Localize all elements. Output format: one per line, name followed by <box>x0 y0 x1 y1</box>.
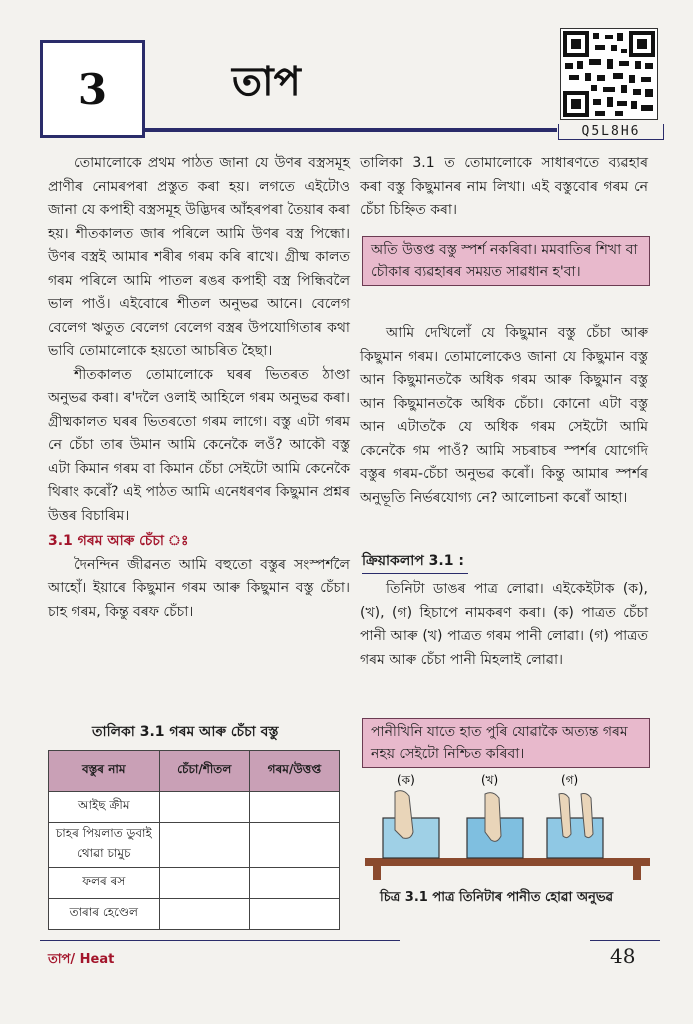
chapter-number-box <box>40 40 145 138</box>
chapter-number: 3 <box>77 64 108 114</box>
fig-label: (গ) <box>561 773 579 787</box>
table-row <box>49 868 340 899</box>
discussion-paragraph: আমি দেখিলোঁ যে কিছুমান বস্তু চেঁচা আৰু কিছুমান গৰম। তোমালোকেও জানা যে কিছুমান বস্তু আন কিছুমানতকৈ অধিক গৰম আৰু কিছুমান বস্তু আন কিছুমানতকৈ অধিক চেঁচা। কোনো এটা বস্তু আন এটাতকৈ যে অধিক গৰম সেইটো আমি কেনেকৈ গম পাওঁ? আমি সচৰাচৰ স্পৰ্শৰ যোগেদি বস্তুৰ গৰম-চেঁচা অনুভৱ কৰোঁ। কিন্তু আমাৰ স্পৰ্শৰ অনুভূতি নিৰ্ভৰযোগ্য নে? আলোচনা কৰোঁ আহা। <box>360 325 648 506</box>
table-cell <box>249 899 339 930</box>
table-cell: আইছ ক্ৰীম <box>49 792 160 823</box>
fig-label: (ক) <box>397 773 415 787</box>
figure-three-containers <box>365 770 650 880</box>
chapter-underline <box>145 128 557 132</box>
table-cell <box>249 868 339 899</box>
table-cell <box>159 823 249 868</box>
section-paragraph: দৈনন্দিন জীৱনত আমি বহুতো বস্তুৰ সংস্পৰ্শলৈ আহোঁ। ইয়াৰে কিছুমান গৰম আৰু কিছুমান বস্তু চেঁচা। চাহ গৰম, কিন্তু বৰফ চেঁচা। <box>48 556 350 620</box>
table-header: গৰম/উত্তপ্ত <box>249 751 339 792</box>
table-header: চেঁচা/শীতল <box>159 751 249 792</box>
qr-code-id: Q5L8H6 <box>558 124 664 140</box>
caution-box: পানীখিনি যাতে হাত পুৰি যোৱাকৈ অত্যন্ত গৰম নহয় সেইটো নিশ্চিত কৰিবা। <box>362 718 650 768</box>
table-header: বস্তুৰ নাম <box>49 751 160 792</box>
activity-block <box>360 578 648 672</box>
footer-chapter-name: তাপ/ Heat <box>48 952 115 967</box>
table-cell <box>159 792 249 823</box>
intro-paragraph: তোমালোকে প্ৰথম পাঠত জানা যে উণৰ বস্ত্ৰসমূহ প্ৰাণীৰ নোমৰপৰা প্ৰস্তুত কৰা হয়। লগতে এইটোও জানা যে কপাহী বস্ত্ৰসমূহ উদ্ভিদৰ আঁহৰপৰা তৈয়াৰ কৰা হয়। শীতকালত জাৰ পৰিলে আমি উণৰ বস্ত্ৰ পিন্ধো। উণৰ বস্ত্ৰই আমাৰ শৰীৰ গৰম কৰি ৰাখে। গ্ৰীষ্ম কালত গৰম পৰিলে আমি পাতল ৰঙৰ কপাহী বস্ত্ৰ পিন্ধিবলৈ ভাল পাওঁ। এইবোৰে শীতল অনুভৱ আনে। বেলেগ বেলেগ ঋতুত বেলেগ বেলেগ বস্ত্ৰৰ উপযোগিতাৰ কথা ভাবি তোমালোকে হয়তো আচৰিত হৈছা। <box>48 155 350 359</box>
hot-cold-table <box>48 750 340 930</box>
left-column <box>48 152 350 624</box>
footer-rule <box>40 940 400 941</box>
table-caption: তালিকা 3.1 গৰম আৰু চেঁচা বস্তু <box>92 724 279 740</box>
chapter-title: তাপ <box>232 59 301 105</box>
discussion-block <box>360 322 648 510</box>
fig-label: (খ) <box>481 773 499 787</box>
table-cell <box>159 899 249 930</box>
table-row <box>49 792 340 823</box>
table-row <box>49 823 340 868</box>
page-number: 48 <box>610 944 636 968</box>
footer-rule-right <box>590 940 660 941</box>
second-paragraph: শীতকালত তোমালোকে ঘৰৰ ভিতৰত ঠাণ্ডা অনুভৱ কৰা। ৰ'দলৈ ওলাই আহিলে গৰম অনুভৱ কৰা। গ্ৰীষ্মকালত ঘৰৰ ভিতৰতো গৰম লাগে। বস্তু এটা গৰম নে চেঁচা তাৰ উমান আমি কেনেকৈ লওঁ? আকৌ বস্তু এটা কিমান গৰম বা কিমান চেঁচা সেইটো আমি কেনেকৈ থিৰাং কৰোঁ? এই পাঠত আমি এনেধৰণৰ কিছুমান প্ৰশ্নৰ উত্তৰ বিচাৰিম। <box>48 366 350 524</box>
table-cell: ফলৰ ৰস <box>49 868 160 899</box>
table-cell: চাহৰ পিয়লাত ডুবাই থোৱা চামুচ <box>49 823 160 868</box>
right-column <box>360 152 648 223</box>
table-instruction: তালিকা 3.1 ত তোমালোকে সাধাৰণতে ব্যৱহাৰ কৰা বস্তু কিছুমানৰ নাম লিখা। এই বস্তুবোৰ গৰম নে চেঁচা চিহ্নিত কৰা। <box>360 155 648 218</box>
section-heading: 3.1 গৰম আৰু চেঁচা ঃ <box>48 533 189 549</box>
figure-caption: চিত্ৰ 3.1 পাত্ৰ তিনিটাৰ পানীত হোৱা অনুভৱ <box>380 890 614 905</box>
table-cell <box>249 792 339 823</box>
table-cell <box>249 823 339 868</box>
table-header-row <box>49 751 340 792</box>
table-row <box>49 899 340 930</box>
activity-title: ক্ৰিয়াকলাপ 3.1 : <box>362 549 468 574</box>
warning-box: অতি উত্তপ্ত বস্তু স্পৰ্শ নকৰিবা। মমবাতিৰ শিখা বা চৌকাৰ ব্যৱহাৰৰ সময়ত সাৱধান হ'বা। <box>362 236 650 286</box>
table-cell <box>159 868 249 899</box>
table-cell: তাৰাৰ হেণ্ডেল <box>49 899 160 930</box>
qr-code-image <box>560 28 658 120</box>
activity-paragraph: তিনিটা ডাঙৰ পাত্ৰ লোৱা। এইকেইটাক (ক), (খ), (গ) হিচাপে নামকৰণ কৰা। (ক) পাত্ৰত চেঁচা পানী আৰু (খ) পাত্ৰত গৰম পানী লোৱা। (গ) পাত্ৰত গৰম আৰু চেঁচা পানী মিহলাই লোৱা। <box>360 581 648 668</box>
